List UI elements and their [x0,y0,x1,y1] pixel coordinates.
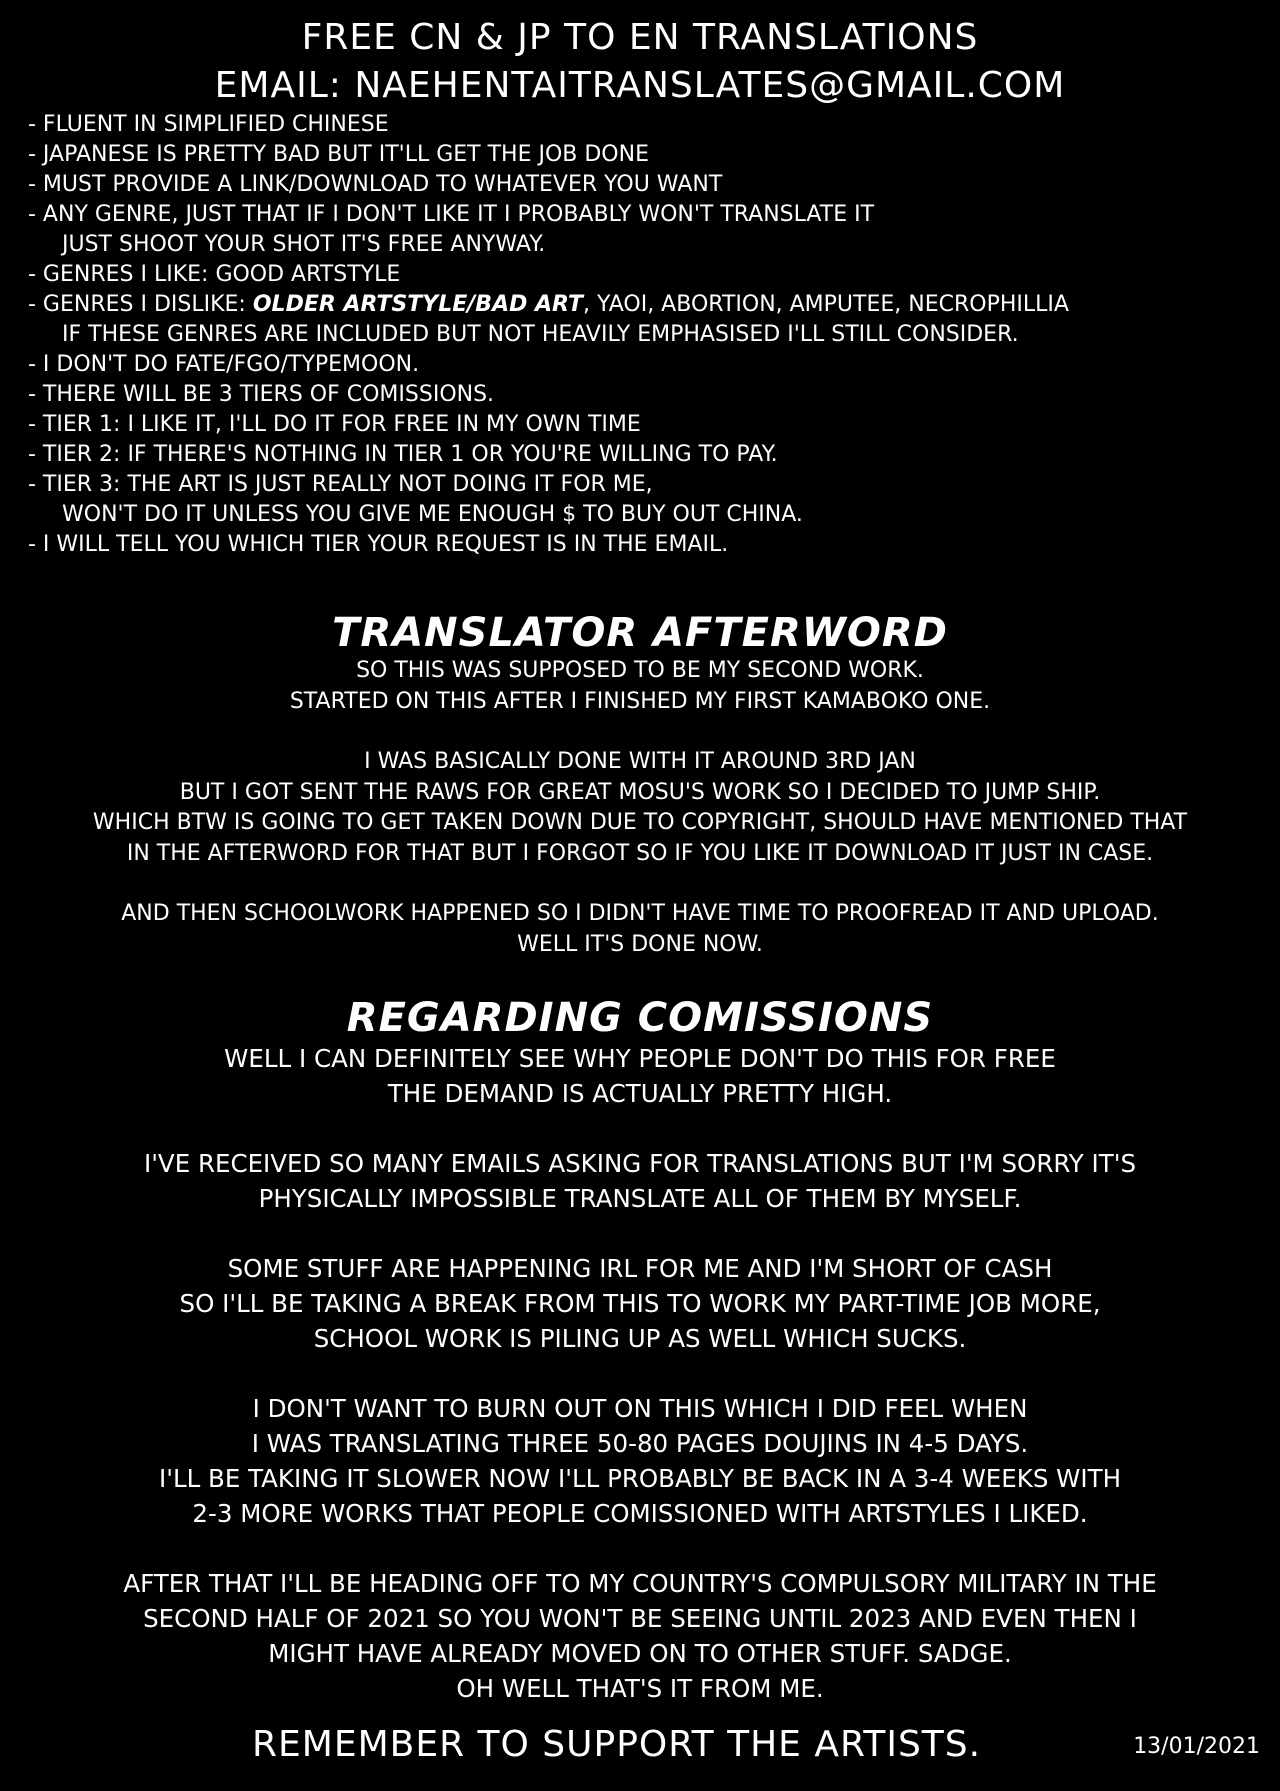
paragraph-gap [0,869,1280,899]
regarding-line: SCHOOL WORK IS PILING UP AS WELL WHICH SUCKS. [313,1324,967,1353]
rule-line: IF THESE GENRES ARE INCLUDED BUT NOT HEAVILY EMPHASISED I'LL STILL CONSIDER. [62,322,1019,347]
afterword-line: IN THE AFTERWORD FOR THAT BUT I FORGOT SO IF YOU LIKE IT DOWNLOAD IT JUST IN CASE. [126,840,1154,866]
rule-line: - TIER 1: I LIKE IT, I'LL DO IT FOR FREE IN MY OWN TIME [28,412,641,437]
rule-line: - MUST PROVIDE A LINK/DOWNLOAD TO WHATEVER YOU WANT [28,172,723,197]
rule-line: - FLUENT IN SIMPLIFIED CHINESE [28,112,389,137]
regarding-line: OH WELL THAT'S IT FROM ME. [456,1674,824,1703]
regarding-line: I WAS TRANSLATING THREE 50-80 PAGES DOUJINS IN 4-5 DAYS. [251,1429,1029,1458]
afterword-line: WELL IT'S DONE NOW. [517,931,763,957]
afterword-title: TRANSLATOR AFTERWORD [332,610,948,656]
regarding-line: SOME STUFF ARE HAPPENING IRL FOR ME AND I'M SHORT OF CASH [227,1254,1053,1283]
rule-dislike-rest: , YAOI, ABORTION, AMPUTEE, NECROPHILLIA [583,292,1069,317]
regarding-line: PHYSICALLY IMPOSSIBLE TRANSLATE ALL OF THEM BY MYSELF. [258,1184,1022,1213]
rule-line: JUST SHOOT YOUR SHOT IT'S FREE ANYWAY. [62,232,546,257]
rule-line-dislike [28,290,1280,320]
header-email: EMAIL: NAEHENTAITRANSLATES@GMAIL.COM [214,65,1066,106]
paragraph-gap [0,1356,1280,1391]
header [0,0,1280,110]
rule-line: - I WILL TELL YOU WHICH TIER YOUR REQUEST IS IN THE EMAIL. [28,532,729,557]
paragraph-gap [0,1111,1280,1146]
footer-slogan: REMEMBER TO SUPPORT THE ARTISTS. [252,1724,982,1765]
header-title: FREE CN & JP TO EN TRANSLATIONS [301,17,979,58]
regarding-line: AFTER THAT I'LL BE HEADING OFF TO MY COUNTRY'S COMPULSORY MILITARY IN THE [123,1569,1157,1598]
paragraph-gap [0,1531,1280,1566]
regarding-line: I DON'T WANT TO BURN OUT ON THIS WHICH I DID FEEL WHEN [252,1394,1028,1423]
rule-line: - JAPANESE IS PRETTY BAD BUT IT'LL GET THE JOB DONE [28,142,649,167]
afterword-line: STARTED ON THIS AFTER I FINISHED MY FIRST KAMABOKO ONE. [289,688,991,714]
afterword-line: BUT I GOT SENT THE RAWS FOR GREAT MOSU'S WORK SO I DECIDED TO JUMP SHIP. [179,779,1101,805]
regarding-line: I'VE RECEIVED SO MANY EMAILS ASKING FOR TRANSLATIONS BUT I'M SORRY IT'S [143,1149,1137,1178]
afterword-line: I WAS BASICALLY DONE WITH IT AROUND 3RD JAN [364,749,916,774]
afterword-line: AND THEN SCHOOLWORK HAPPENED SO I DIDN'T HAVE TIME TO PROOFREAD IT AND UPLOAD. [121,901,1159,926]
regarding-title: REGARDING COMISSIONS [346,995,934,1041]
afterword-line: SO THIS WAS SUPPOSED TO BE MY SECOND WORK. [356,658,924,683]
rule-dislike-emphasis: OLDER ARTSTYLE/BAD ART [252,292,584,317]
rule-line: - TIER 3: THE ART IS JUST REALLY NOT DOING IT FOR ME, [28,472,653,497]
rule-line: - ANY GENRE, JUST THAT IF I DON'T LIKE IT I PROBABLY WON'T TRANSLATE IT [28,202,875,227]
regarding-body [0,1041,1280,1706]
rule-line: - I DON'T DO FATE/FGO/TYPEMOON. [28,352,420,377]
regarding-line: MIGHT HAVE ALREADY MOVED ON TO OTHER STUFF. SADGE. [268,1639,1012,1668]
footer [0,1720,1280,1770]
regarding-line: SO I'LL BE TAKING A BREAK FROM THIS TO WORK MY PART-TIME JOB MORE, [179,1289,1101,1318]
rule-line: - GENRES I LIKE: GOOD ARTSTYLE [28,262,401,287]
paragraph-gap [0,1216,1280,1251]
regarding-line: I'LL BE TAKING IT SLOWER NOW I'LL PROBABLY BE BACK IN A 3-4 WEEKS WITH [158,1464,1122,1493]
rule-line: WON'T DO IT UNLESS YOU GIVE ME ENOUGH $ TO BUY OUT CHINA. [62,502,803,527]
paragraph-gap [0,717,1280,747]
regarding-line: WELL I CAN DEFINITELY SEE WHY PEOPLE DON'T DO THIS FOR FREE [224,1044,1056,1073]
afterword-line: WHICH BTW IS GOING TO GET TAKEN DOWN DUE TO COPYRIGHT, SHOULD HAVE MENTIONED THAT [92,810,1188,835]
rule-dislike-prefix: - GENRES I DISLIKE: [28,292,253,317]
regarding-line: THE DEMAND IS ACTUALLY PRETTY HIGH. [387,1079,893,1108]
rule-line: - TIER 2: IF THERE'S NOTHING IN TIER 1 OR YOU'RE WILLING TO PAY. [28,442,778,467]
footer-date: 13/01/2021 [1133,1734,1260,1759]
afterword-body [0,656,1280,960]
regarding-line: 2-3 MORE WORKS THAT PEOPLE COMISSIONED WITH ARTSTYLES I LIKED. [192,1499,1088,1528]
rule-line: - THERE WILL BE 3 TIERS OF COMISSIONS. [28,382,495,407]
regarding-line: SECOND HALF OF 2021 SO YOU WON'T BE SEEING UNTIL 2023 AND EVEN THEN I [143,1604,1137,1633]
rules-list [0,110,1280,560]
